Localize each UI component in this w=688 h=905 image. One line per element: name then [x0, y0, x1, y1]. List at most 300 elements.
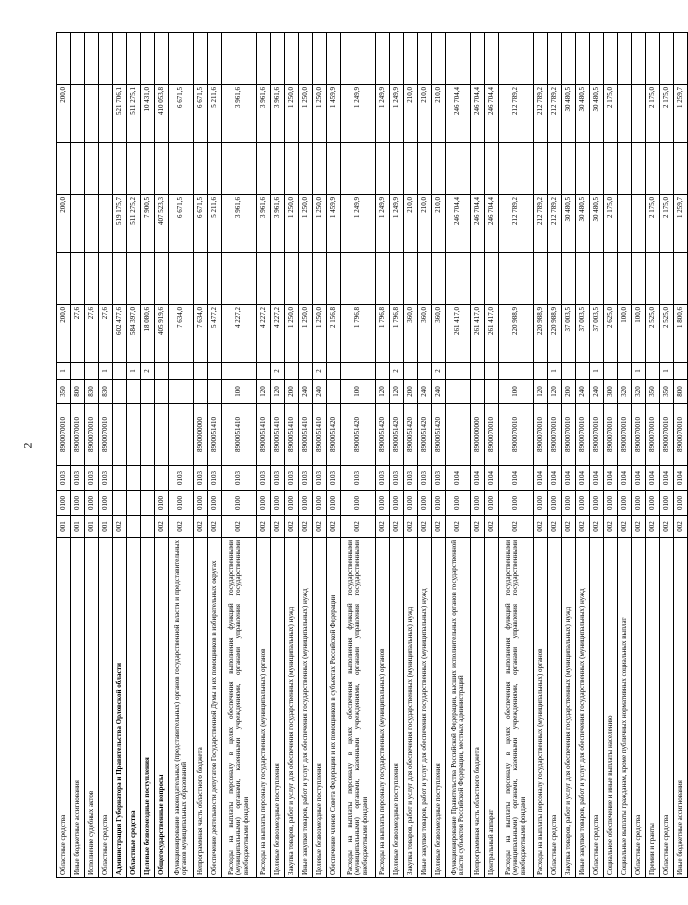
table-cell [576, 253, 590, 305]
table-cell [155, 33, 169, 85]
table-cell: 1 250,0 [299, 305, 313, 363]
row-label: Закупка товаров, работ и услуг для обеспечения государственных (муниципальных) нужд [285, 538, 299, 878]
table-cell: 1 [99, 363, 113, 380]
table-cell [418, 143, 432, 195]
table-cell: 002 [660, 516, 674, 538]
table-cell: 0100 [499, 491, 534, 516]
table-row [576, 33, 590, 878]
table-cell [99, 253, 113, 305]
table-cell: 0104 [562, 466, 576, 491]
table-cell: 2 175,0 [660, 85, 674, 143]
table-cell [127, 253, 141, 305]
table-cell: 210,0 [418, 195, 432, 253]
table-cell: 200,0 [57, 195, 71, 253]
table-cell: 246 704,4 [485, 85, 499, 143]
table-cell [646, 33, 660, 85]
table-cell: 0104 [576, 466, 590, 491]
table-row [169, 33, 194, 878]
table-cell: 2 525,0 [660, 305, 674, 363]
table-cell [562, 143, 576, 195]
table-cell: 002 [548, 516, 562, 538]
row-label: Целевые безвозмездные поступления [432, 538, 446, 878]
table-cell: 002 [169, 516, 194, 538]
table-cell [285, 253, 299, 305]
table-cell: 0104 [446, 466, 471, 491]
table-row [57, 33, 71, 878]
table-cell: 261 417,0 [485, 305, 499, 363]
table-row [222, 33, 257, 878]
table-cell: 002 [499, 516, 534, 538]
table-cell: 212 789,2 [499, 85, 534, 143]
row-label: Областные средства [548, 538, 562, 878]
table-cell [257, 33, 271, 85]
table-cell: 0104 [632, 466, 646, 491]
table-row [327, 33, 341, 878]
table-cell: 1 [660, 363, 674, 380]
table-cell [71, 195, 85, 253]
table-cell: 3 961,6 [271, 85, 285, 143]
table-cell: 246 704,4 [471, 195, 485, 253]
table-row [271, 33, 285, 878]
table-cell [674, 363, 688, 380]
table-cell [590, 33, 604, 85]
table-cell: 0100 [71, 491, 85, 516]
table-row [674, 33, 688, 878]
row-label: Администрация Губернатора и Правительства Орловской области [113, 538, 127, 878]
table-cell: 002 [632, 516, 646, 538]
table-cell [446, 253, 471, 305]
table-cell: 002 [404, 516, 418, 538]
table-cell: 350 [660, 380, 674, 404]
table-cell [85, 85, 99, 143]
row-label: Исполнение судебных актов [85, 538, 99, 878]
table-cell: 0100 [271, 491, 285, 516]
table-cell: 1 250,0 [285, 305, 299, 363]
table-cell [376, 143, 390, 195]
table-row [208, 33, 222, 878]
table-cell: 8900051410 [208, 404, 222, 466]
table-cell: 1 [632, 363, 646, 380]
table-cell [155, 253, 169, 305]
table-cell [432, 143, 446, 195]
table-cell [299, 363, 313, 380]
table-cell: 8900051410 [271, 404, 285, 466]
table-cell: 0104 [590, 466, 604, 491]
table-cell: 30 480,5 [576, 85, 590, 143]
table-cell: 8900051420 [432, 404, 446, 466]
table-cell: 120 [257, 380, 271, 404]
row-label: Иные закупки товаров, работ и услуг для обеспечения государственных (муниципальных) нужд [299, 538, 313, 878]
table-cell: 002 [341, 516, 376, 538]
table-cell [534, 253, 548, 305]
table-cell: 0104 [674, 466, 688, 491]
table-cell [327, 380, 341, 404]
table-body [57, 33, 688, 878]
table-cell: 002 [646, 516, 660, 538]
table-row [113, 33, 127, 878]
table-cell [271, 253, 285, 305]
table-cell [632, 253, 646, 305]
table-cell: 37 003,5 [576, 305, 590, 363]
table-cell: 8900070010 [85, 404, 99, 466]
table-cell [169, 143, 194, 195]
table-cell [141, 33, 155, 85]
table-cell: 1 249,9 [376, 85, 390, 143]
table-cell [169, 404, 194, 466]
table-cell: 1 [548, 363, 562, 380]
table-cell: 4 227,2 [271, 305, 285, 363]
table-cell: 002 [208, 516, 222, 538]
table-cell: 300 [604, 380, 618, 404]
table-cell: 830 [85, 380, 99, 404]
table-cell: 10 431,0 [141, 85, 155, 143]
table-cell: 521 706,1 [113, 85, 127, 143]
table-cell [57, 253, 71, 305]
table-cell: 37 003,5 [590, 305, 604, 363]
table-cell: 2 [271, 363, 285, 380]
table-cell: 8900070010 [590, 404, 604, 466]
table-cell: 002 [590, 516, 604, 538]
row-label: Непрограммная часть областного бюджета [471, 538, 485, 878]
row-label: Социальное обеспечение и иные выплаты населению [604, 538, 618, 878]
table-cell [85, 195, 99, 253]
table-cell: 100,0 [618, 305, 632, 363]
table-cell [471, 253, 485, 305]
table-cell: 001 [99, 516, 113, 538]
table-cell: 1 250,0 [285, 195, 299, 253]
table-cell [99, 33, 113, 85]
table-cell: 8900051420 [327, 404, 341, 466]
table-row [141, 33, 155, 878]
table-cell [99, 143, 113, 195]
row-label: Целевые безвозмездные поступления [271, 538, 285, 878]
table-cell: 320 [618, 380, 632, 404]
table-row [618, 33, 632, 878]
table-cell [446, 404, 471, 466]
table-cell: 0100 [169, 491, 194, 516]
table-cell: 3 961,6 [257, 195, 271, 253]
table-cell: 0100 [390, 491, 404, 516]
table-cell: 002 [618, 516, 632, 538]
table-cell: 002 [271, 516, 285, 538]
table-cell: 100,0 [632, 305, 646, 363]
table-cell: 220 988,9 [499, 305, 534, 363]
table-cell [404, 33, 418, 85]
table-cell [141, 466, 155, 491]
table-cell: 001 [71, 516, 85, 538]
table-cell: 0104 [618, 466, 632, 491]
table-cell [285, 33, 299, 85]
table-cell: 1 796,8 [376, 305, 390, 363]
table-cell [285, 363, 299, 380]
row-label: Закупка товаров, работ и услуг для обеспечения государственных (муниципальных) нужд [562, 538, 576, 878]
table-cell [632, 195, 646, 253]
table-cell: 002 [604, 516, 618, 538]
table-cell: 30 480,5 [562, 85, 576, 143]
table-cell [660, 33, 674, 85]
table-cell [127, 404, 141, 466]
table-cell: 001 [85, 516, 99, 538]
table-cell [299, 253, 313, 305]
table-cell: 0103 [169, 466, 194, 491]
table-cell: 2 [390, 363, 404, 380]
table-cell [71, 33, 85, 85]
row-label: Областные средства [660, 538, 674, 878]
table-cell: 002 [418, 516, 432, 538]
table-cell [194, 380, 208, 404]
table-cell [208, 380, 222, 404]
table-cell [485, 33, 499, 85]
table-cell [341, 363, 376, 380]
table-row [404, 33, 418, 878]
table-row [446, 33, 471, 878]
table-cell: 002 [222, 516, 257, 538]
table-cell: 0100 [471, 491, 485, 516]
table-cell: 30 480,5 [590, 85, 604, 143]
table-cell: 8900000000 [194, 404, 208, 466]
table-cell: 261 417,0 [446, 305, 471, 363]
table-cell [85, 253, 99, 305]
table-row [194, 33, 208, 878]
table-cell: 8900070010 [485, 404, 499, 466]
table-cell [127, 491, 141, 516]
table-cell [99, 85, 113, 143]
table-cell [71, 143, 85, 195]
table-cell: 360,0 [432, 305, 446, 363]
table-cell [271, 143, 285, 195]
table-cell [299, 33, 313, 85]
table-cell: 8900000000 [471, 404, 485, 466]
table-cell: 8900070010 [562, 404, 576, 466]
table-cell: 0100 [341, 491, 376, 516]
table-cell: 100 [341, 380, 376, 404]
table-cell [85, 363, 99, 380]
row-label: Закупка товаров, работ и услуг для обеспечения государственных (муниципальных) нужд [404, 538, 418, 878]
row-label: Целевые безвозмездные поступления [141, 538, 155, 878]
table-cell [646, 253, 660, 305]
table-cell: 3 961,6 [222, 195, 257, 253]
table-cell: 002 [562, 516, 576, 538]
row-label: Расходы на выплаты персоналу в целях обеспечения выполнения функций государственными (муниципальными) органами, казенными учреждениями, органами управления государственными внебюджетными фондами [499, 538, 534, 878]
table-cell: 8900070010 [534, 404, 548, 466]
table-cell: 7 900,5 [141, 195, 155, 253]
table-cell: 3 961,6 [257, 85, 271, 143]
table-cell [141, 143, 155, 195]
table-cell: 0100 [257, 491, 271, 516]
table-cell: 30 480,5 [562, 195, 576, 253]
table-cell: 8900051410 [313, 404, 327, 466]
table-cell: 002 [194, 516, 208, 538]
table-cell [127, 516, 141, 538]
table-cell: 3 961,6 [271, 195, 285, 253]
table-cell [155, 466, 169, 491]
table-cell: 8900070010 [674, 404, 688, 466]
row-label: Областные средства [632, 538, 646, 878]
table-cell: 200,0 [57, 305, 71, 363]
table-cell [674, 253, 688, 305]
table-cell: 6 671,5 [194, 85, 208, 143]
table-cell [155, 380, 169, 404]
table-cell [208, 143, 222, 195]
table-cell [313, 143, 327, 195]
table-cell: 30 480,5 [576, 195, 590, 253]
table-cell: 350 [57, 380, 71, 404]
table-cell: 240 [418, 380, 432, 404]
table-cell: 0103 [222, 466, 257, 491]
table-cell [632, 33, 646, 85]
table-cell [632, 143, 646, 195]
table-cell: 2 175,0 [660, 195, 674, 253]
table-cell: 8900070010 [548, 404, 562, 466]
table-cell: 240 [299, 380, 313, 404]
table-cell: 0103 [299, 466, 313, 491]
table-cell: 4 227,2 [222, 305, 257, 363]
table-cell: 0100 [632, 491, 646, 516]
table-cell: 002 [534, 516, 548, 538]
table-cell: 1 259,7 [674, 85, 688, 143]
table-cell [499, 253, 534, 305]
table-cell [169, 33, 194, 85]
table-cell [99, 195, 113, 253]
table-cell [85, 33, 99, 85]
table-cell: 0103 [376, 466, 390, 491]
table-cell [127, 380, 141, 404]
table-cell: 002 [432, 516, 446, 538]
table-cell [618, 143, 632, 195]
table-row [534, 33, 548, 878]
table-cell: 1 250,0 [313, 305, 327, 363]
table-row [646, 33, 660, 878]
table-cell [548, 253, 562, 305]
table-cell: 8900070010 [660, 404, 674, 466]
table-cell: 0103 [432, 466, 446, 491]
table-cell: 8900051420 [341, 404, 376, 466]
table-cell [341, 253, 376, 305]
table-cell: 0104 [604, 466, 618, 491]
table-cell [271, 33, 285, 85]
table-cell [222, 143, 257, 195]
table-row [485, 33, 499, 878]
table-cell: 830 [99, 380, 113, 404]
table-cell: 200 [562, 380, 576, 404]
table-cell: 0103 [327, 466, 341, 491]
table-cell: 8900070010 [632, 404, 646, 466]
table-cell: 30 480,5 [590, 195, 604, 253]
table-cell [113, 380, 127, 404]
table-cell [590, 143, 604, 195]
table-row [432, 33, 446, 878]
table-cell: 0100 [562, 491, 576, 516]
table-cell: 261 417,0 [471, 305, 485, 363]
table-cell [57, 143, 71, 195]
row-label: Расходы на выплаты персоналу в целях обеспечения выполнения функций государственными (муниципальными) органами, казенными учреждениями, органами управления государственными внебюджетными фондами [341, 538, 376, 878]
table-cell: 0100 [604, 491, 618, 516]
table-cell [327, 33, 341, 85]
table-cell: 212 789,2 [548, 195, 562, 253]
row-label: Расходы на выплаты персоналу государственных (муниципальных) органов [376, 538, 390, 878]
table-cell: 002 [471, 516, 485, 538]
table-cell [222, 253, 257, 305]
table-cell: 511 275,2 [127, 195, 141, 253]
table-cell: 1 796,8 [390, 305, 404, 363]
table-row [660, 33, 674, 878]
table-cell: 0104 [471, 466, 485, 491]
table-cell: 0103 [57, 466, 71, 491]
table-cell [446, 363, 471, 380]
table-cell: 2 156,8 [327, 305, 341, 363]
table-cell: 2 175,0 [646, 195, 660, 253]
table-cell [113, 143, 127, 195]
row-label: Обеспечение членов Совета Федерации и их помощников в субъектах Российской Федерации [327, 538, 341, 878]
table-row [341, 33, 376, 878]
table-cell [562, 363, 576, 380]
table-cell: 360,0 [418, 305, 432, 363]
table-cell [57, 33, 71, 85]
table-cell: 210,0 [404, 195, 418, 253]
table-cell [562, 253, 576, 305]
table-cell: 0100 [376, 491, 390, 516]
table-cell [299, 143, 313, 195]
table-cell [646, 143, 660, 195]
table-cell: 602 477,6 [113, 305, 127, 363]
table-cell [485, 380, 499, 404]
table-cell: 0103 [99, 466, 113, 491]
table-cell [632, 85, 646, 143]
table-cell [618, 33, 632, 85]
table-cell: 210,0 [404, 85, 418, 143]
table-cell: 0100 [446, 491, 471, 516]
table-cell [376, 363, 390, 380]
table-cell [141, 491, 155, 516]
table-cell [576, 143, 590, 195]
table-cell [485, 363, 499, 380]
table-row [499, 33, 534, 878]
table-cell: 1 459,9 [327, 85, 341, 143]
table-cell [432, 253, 446, 305]
table-cell: 4 227,2 [257, 305, 271, 363]
table-cell: 0100 [548, 491, 562, 516]
table-cell: 0100 [299, 491, 313, 516]
table-cell [390, 253, 404, 305]
table-cell: 0100 [208, 491, 222, 516]
table-cell: 200 [404, 380, 418, 404]
table-cell: 0103 [208, 466, 222, 491]
table-cell [418, 33, 432, 85]
table-cell: 0100 [404, 491, 418, 516]
table-cell [71, 85, 85, 143]
table-cell: 002 [285, 516, 299, 538]
table-cell: 120 [271, 380, 285, 404]
table-cell: 18 080,6 [141, 305, 155, 363]
table-cell [646, 363, 660, 380]
table-cell: 0100 [660, 491, 674, 516]
table-cell: 246 704,4 [446, 195, 471, 253]
table-cell: 8900051420 [376, 404, 390, 466]
table-row [155, 33, 169, 878]
table-cell [141, 380, 155, 404]
table-cell [257, 253, 271, 305]
table-cell [127, 143, 141, 195]
table-cell [327, 253, 341, 305]
table-cell: 0100 [646, 491, 660, 516]
table-cell [113, 404, 127, 466]
row-label: Непрограммная часть областного бюджета [194, 538, 208, 878]
table-cell: 002 [113, 516, 127, 538]
table-cell: 1 250,0 [285, 85, 299, 143]
table-cell: 3 961,6 [222, 85, 257, 143]
table-cell [257, 363, 271, 380]
row-label: Общегосударственные вопросы [155, 538, 169, 878]
